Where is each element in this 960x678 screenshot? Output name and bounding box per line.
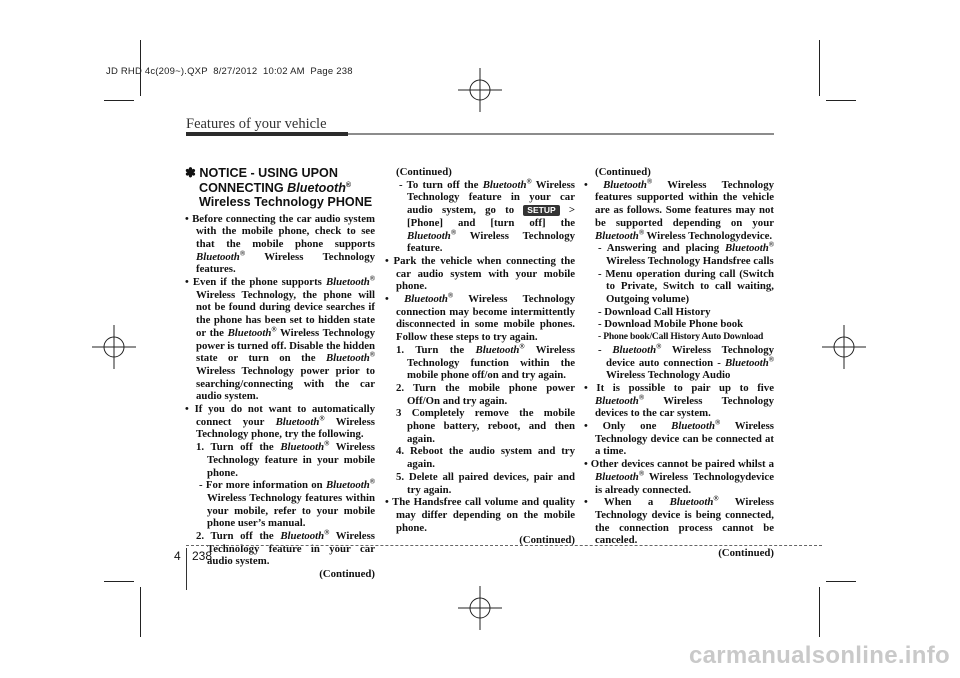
continued-label: (Continued) bbox=[319, 568, 375, 581]
list-item: • Other devices cannot be paired whilst a Bluetooth® Wireless Technologydevice is already connected. bbox=[584, 458, 774, 496]
crop-mark bbox=[826, 100, 856, 101]
crop-mark bbox=[104, 100, 134, 101]
continued-label: (Continued) bbox=[519, 534, 575, 547]
list-item: 1. Turn the Bluetooth® Wireless Technology function within the mobile phone off/on and try again. bbox=[396, 342, 575, 382]
crop-mark bbox=[140, 587, 141, 637]
continued-label: (Continued) bbox=[396, 166, 452, 178]
crop-mark bbox=[826, 581, 856, 582]
watermark: carmanualsonline.info bbox=[688, 642, 950, 669]
list-item: • Before connecting the car audio system with the mobile phone, check to see that the mobile phone supports Bluetooth® Wireless Technology features. bbox=[185, 212, 376, 276]
column-2 bbox=[385, 166, 575, 547]
list-item: 1. Turn off the Bluetooth® Wireless Technology feature in your mobile phone. bbox=[196, 439, 375, 479]
column-3 bbox=[584, 166, 774, 560]
column-1 bbox=[185, 166, 375, 581]
title-accent-bar bbox=[186, 132, 348, 136]
list-item: • The Handsfree call volume and quality may differ depending on the mobile phone. bbox=[385, 496, 575, 534]
list-item: • Only one Bluetooth® Wireless Technology device can be connected at a time. bbox=[584, 418, 774, 458]
list-item: • Bluetooth® Wireless Technology features supported within the vehicle are as follows. Some features may not be supported depending on your Bluetooth® Wireless Technologydevice. bbox=[584, 177, 774, 242]
section-title: Features of your vehicle bbox=[186, 116, 327, 132]
list-item: • Even if the phone supports Bluetooth® Wireless Technology, the phone will not be found during device searches if the phone has been set to hidden state or the Bluetooth® Wireless Technology power is turned off. Disable the hidden state or turn on the Bluetooth® Wireless Technology power prior to searching/connecting with the car audio system. bbox=[185, 274, 375, 403]
crop-mark bbox=[819, 40, 820, 96]
notice-heading: ✽ NOTICE - USING UPON CONNECTING Bluetooth® Wireless Technology PHONE bbox=[185, 165, 373, 209]
crop-mark bbox=[104, 581, 134, 582]
list-item: - For more information on Bluetooth® Wireless Technology features within your mobile, refer to your mobile phone user’s manual. bbox=[199, 477, 375, 530]
registration-mark-icon bbox=[458, 586, 502, 630]
registration-mark-icon bbox=[822, 325, 866, 369]
setup-key-icon: SETUP bbox=[523, 205, 559, 216]
list-item: 2. Turn off the Bluetooth® Wireless Technology feature in your car audio system. bbox=[196, 528, 375, 568]
print-slug: JD RHD 4c(209~).QXP 8/27/2012 10:02 AM Page 238 bbox=[106, 66, 353, 77]
list-item: • If you do not want to automatically connect your Bluetooth® Wireless Technology phone, try the following. bbox=[185, 403, 375, 441]
chapter-number: 4 bbox=[174, 549, 181, 563]
list-item: • Park the vehicle when connecting the car audio system with your mobile phone. bbox=[385, 254, 575, 293]
footer-rule bbox=[186, 545, 822, 546]
registration-mark-icon bbox=[458, 68, 502, 112]
page-number: 238 bbox=[192, 549, 213, 563]
list-item: - Menu operation during call (Switch to Private, Switch to call waiting, Outgoing volume) bbox=[598, 267, 774, 306]
list-item: - Answering and placing Bluetooth® Wireless Technology Handsfree calls bbox=[598, 240, 774, 267]
list-item: • Bluetooth® Wireless Technology connection may become intermittently disconnected in some mobile phones. Follow these steps to try again. bbox=[385, 291, 575, 344]
list-item: • It is possible to pair up to five Bluetooth® Wireless Technology devices to the car system. bbox=[584, 381, 774, 420]
list-item: 5. Delete all paired devices, pair and try again. bbox=[396, 470, 575, 496]
crop-mark bbox=[819, 587, 820, 637]
list-item: • When a Bluetooth® Wireless Technology device is being connected, the connection process cannot be canceled. bbox=[584, 494, 774, 547]
list-item: - Bluetooth® Wireless Technology device auto connection - Bluetooth® Wireless Technology Audio bbox=[598, 342, 775, 382]
list-item: - Phone book/Call History Auto Download bbox=[598, 331, 764, 343]
registration-mark-icon bbox=[92, 325, 136, 369]
list-item: - Download Call History bbox=[598, 305, 711, 318]
continued-label: (Continued) bbox=[595, 166, 651, 178]
list-item: 2. Turn the mobile phone power Off/On and try again. bbox=[396, 381, 575, 407]
footer-divider bbox=[186, 548, 187, 590]
list-item: 4. Reboot the audio system and try again. bbox=[396, 445, 575, 471]
list-item: - To turn off the Bluetooth® Wireless Technology feature in your car audio system, go to SETUP > [Phone] and [turn off] the Bluetooth® Wireless Technology feature. bbox=[399, 177, 575, 255]
list-item: 3 Completely remove the mobile phone battery, reboot, and then again. bbox=[396, 407, 575, 445]
list-item: - Download Mobile Phone book bbox=[598, 318, 744, 331]
notice-star-icon: ✽ bbox=[185, 165, 196, 180]
continued-label: (Continued) bbox=[718, 547, 774, 560]
